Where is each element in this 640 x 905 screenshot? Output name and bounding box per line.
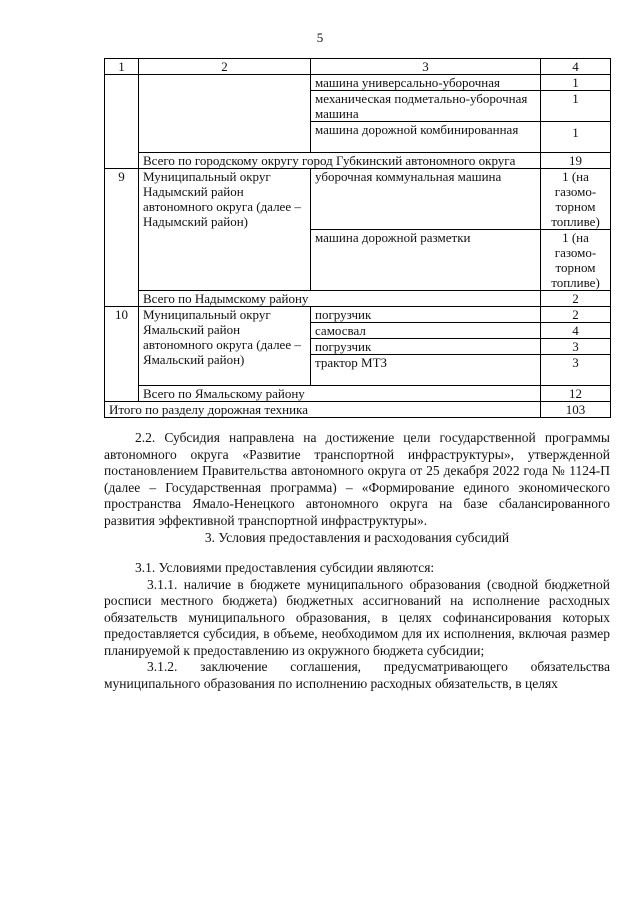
item-qty: 1 bbox=[541, 122, 611, 153]
subtotal-qty: 2 bbox=[541, 291, 611, 307]
header-cell: 2 bbox=[139, 59, 311, 75]
item-qty: 1 bbox=[541, 91, 611, 122]
subtotal-qty: 12 bbox=[541, 386, 611, 402]
group-number-cell: 10 bbox=[105, 307, 139, 402]
item-qty: 2 bbox=[541, 307, 611, 323]
item-qty: 3 bbox=[541, 355, 611, 386]
municipality-cell bbox=[139, 75, 311, 153]
item-name: погрузчик bbox=[311, 307, 541, 323]
item-name: механическая подметально-уборочная машина bbox=[311, 91, 541, 122]
subtotal-label: Всего по городскому округу город Губкинский автономного округа bbox=[139, 153, 541, 169]
group-number-cell: 9 bbox=[105, 169, 139, 307]
item-name: самосвал bbox=[311, 323, 541, 339]
item-name: машина универсально-уборочная bbox=[311, 75, 541, 91]
page-number: 5 bbox=[316, 30, 324, 45]
item-qty: 4 bbox=[541, 323, 611, 339]
item-name: машина дорожной комбинированная bbox=[311, 122, 541, 153]
table-header-row bbox=[105, 59, 611, 75]
header-cell: 4 bbox=[541, 59, 611, 75]
item-qty: 3 bbox=[541, 339, 611, 355]
grand-total-label: Итого по разделу дорожная техника bbox=[105, 402, 541, 418]
section-3-body bbox=[104, 560, 610, 692]
section-3-title: 3. Условия предоставления и расходования субсидий bbox=[204, 530, 510, 545]
municipality-cell: Муниципальный округ Ямальский район автономного округа (далее – Ямальский район) bbox=[139, 307, 311, 386]
subtotal-label: Всего по Ямальскому району bbox=[139, 386, 541, 402]
grand-total-qty: 103 bbox=[541, 402, 611, 418]
subtotal-row bbox=[105, 291, 611, 307]
item-qty: 1 bbox=[541, 75, 611, 91]
table-row bbox=[105, 169, 611, 230]
section-3-heading bbox=[104, 530, 610, 547]
item-name: погрузчик bbox=[311, 339, 541, 355]
paragraph-3-1: 3.1. Условиями предоставления субсидии являются: bbox=[135, 560, 435, 575]
header-cell: 3 bbox=[311, 59, 541, 75]
table-row bbox=[105, 75, 611, 91]
header-cell: 1 bbox=[105, 59, 139, 75]
paragraph-2-2 bbox=[104, 430, 610, 529]
item-qty: 1 (на газомо-торном топливе) bbox=[541, 169, 611, 230]
subtotal-label: Всего по Надымскому району bbox=[139, 291, 541, 307]
item-name: уборочная коммунальная машина bbox=[311, 169, 541, 230]
paragraph-3-1-2: 3.1.2. заключение соглашения, предусматривающего обязательства муниципального образования по исполнению расходных обязательств, в целях bbox=[104, 659, 610, 691]
municipality-cell: Муниципальный округ Надымский район автономного округа (далее – Надымский район) bbox=[139, 169, 311, 291]
subtotal-qty: 19 bbox=[541, 153, 611, 169]
paragraph-2-2-text: 2.2. Субсидия направлена на достижение цели государственной программы автономного округа «Развитие транспортной инфраструктуры», утвержденной постановлением Правительства автономного округа от 25 декабря 2022 года № 1124-П (далее – Государственная программа) – «Формирование единого экономического пространства Ямало-Ненецкого автономного округа на базе сбалансированного развития эффективной транспортной инфраструктуры». bbox=[104, 430, 610, 528]
group-number-cell bbox=[105, 75, 139, 169]
paragraph-3-1-1: 3.1.1. наличие в бюджете муниципального образования (сводной бюджетной росписи местного бюджета) бюджетных ассигнований на исполнение расходных обязательств муниципального образования, в целях софинансирования которых предоставляется субсидия, в объеме, необходимом для их исполнения, включая размер планируемой к предоставлению из окружного бюджета субсидии; bbox=[104, 576, 610, 658]
item-qty: 1 (на газомо-торном топливе) bbox=[541, 230, 611, 291]
subtotal-row bbox=[105, 386, 611, 402]
table-row bbox=[105, 307, 611, 323]
equipment-table bbox=[104, 58, 611, 418]
subtotal-row bbox=[105, 153, 611, 169]
item-name: машина дорожной разметки bbox=[311, 230, 541, 291]
grand-total-row bbox=[105, 402, 611, 418]
item-name: трактор МТЗ bbox=[311, 355, 541, 386]
